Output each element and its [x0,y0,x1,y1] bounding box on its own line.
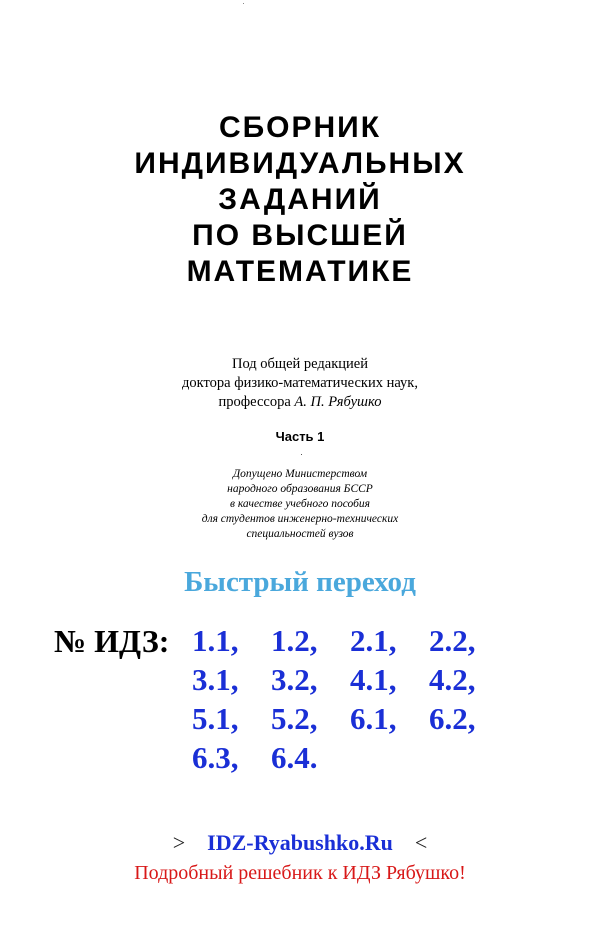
site-link[interactable]: IDZ-Ryabushko.Ru [207,830,393,855]
idz-link-4-2[interactable]: 4.2, [429,662,476,697]
quick-nav-heading: Быстрый переход [184,566,416,598]
right-arrow-glyph: < [414,830,428,855]
idz-link-2-1[interactable]: 2.1, [350,623,397,658]
editor-line: доктора физико-математических наук, [182,375,418,391]
approval-line: Допущено Министерством [232,468,368,480]
idz-link-5-2[interactable]: 5.2, [271,701,318,736]
approval-line: народного образования БССР [227,483,373,495]
idz-row [192,662,512,701]
editor-prefix: профессора [218,394,295,410]
approval-line: в качестве учебного пособия [229,498,371,510]
idz-link-6-1[interactable]: 6.1, [350,701,397,736]
idz-row [192,740,512,779]
idz-links-grid [192,623,512,779]
idz-link-4-1[interactable]: 4.1, [350,662,397,697]
idz-link-6-2[interactable]: 6.2, [429,701,476,736]
editor-name: А. П. Рябушко [294,394,382,410]
title-line: ИНДИВИДУАЛЬНЫХ [134,147,466,180]
scan-speck [243,3,244,4]
idz-link-3-1[interactable]: 3.1, [192,662,239,697]
idz-link-6-4[interactable]: 6.4. [271,740,318,775]
idz-link-5-1[interactable]: 5.1, [192,701,239,736]
idz-link-1-1[interactable]: 1.1, [192,623,239,658]
site-line [0,830,600,856]
editor-line: Под общей редакцией [232,356,368,372]
scan-speck [301,454,302,455]
title-line: ПО ВЫСШЕЙ [192,219,408,252]
left-arrow-glyph: > [172,830,186,855]
book-title [0,110,600,290]
editor-line [0,393,600,412]
approval-line: специальностей вузов [246,528,354,540]
idz-label: № ИДЗ: [54,623,170,659]
idz-link-6-3[interactable]: 6.3, [192,740,239,775]
title-line: МАТЕМАТИКЕ [186,255,414,288]
title-line: СБОРНИК [218,111,382,144]
idz-row [192,623,512,662]
idz-link-3-2[interactable]: 3.2, [271,662,318,697]
title-line: ЗАДАНИЙ [218,183,382,216]
idz-row [192,701,512,740]
editor-credits [0,355,600,412]
approval-line: для студентов инженерно-технических [201,513,399,525]
approval-note [0,467,600,542]
idz-link-2-2[interactable]: 2.2, [429,623,476,658]
part-label: Часть 1 [275,429,325,444]
idz-link-1-2[interactable]: 1.2, [271,623,318,658]
tagline: Подробный решебник к ИДЗ Рябушко! [134,862,466,884]
